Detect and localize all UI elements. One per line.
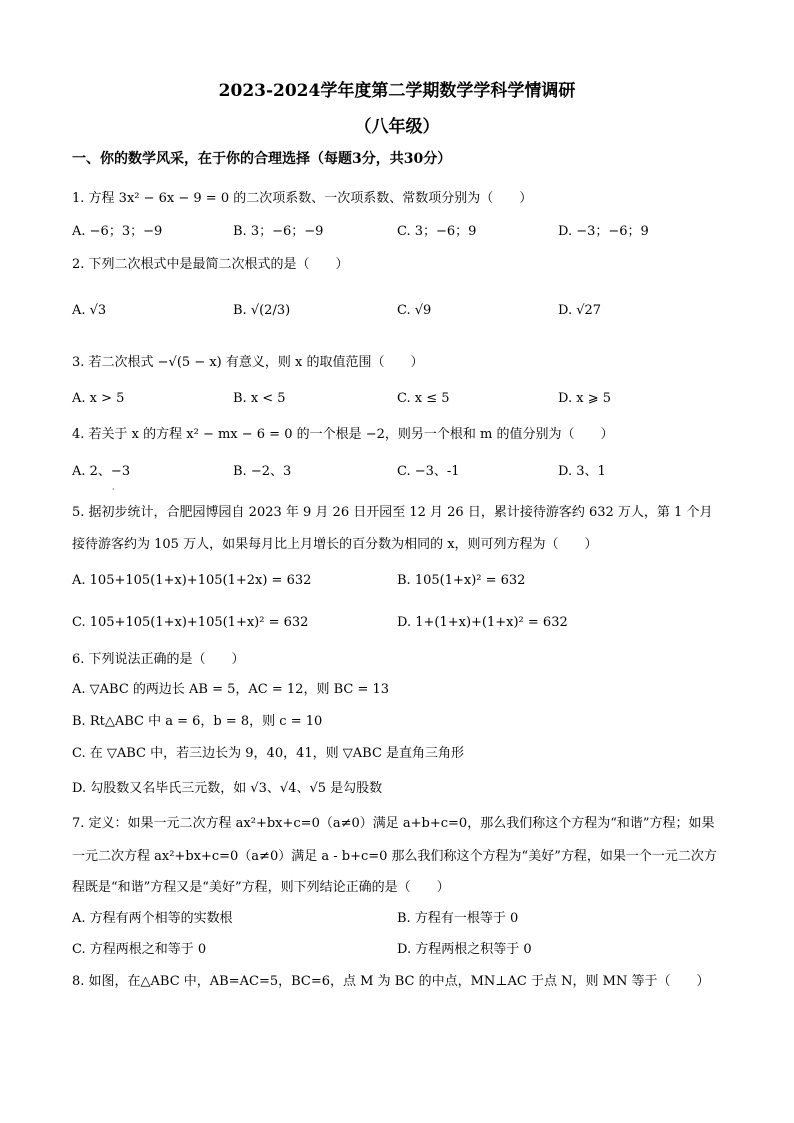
question-5-stem-line-1: 5. 据初步统计，合肥园博园自 2023 年 9 月 26 日开园至 12 月 26 日，累计接待游客约 632 万人，第 1 个月	[72, 505, 713, 520]
question-1-stem: 1. 方程 3x² − 6x − 9 = 0 的二次项系数、一次项系数、常数项分别为（ ）	[72, 191, 533, 206]
question-2-option-c: C. √9	[397, 303, 432, 318]
question-6-option-d: D. 勾股数又名毕氏三元数，如 √3、√4、√5 是勾股数	[72, 781, 383, 796]
question-4-option-b: B. −2、3	[233, 464, 292, 479]
question-3-option-a: A. x > 5	[72, 391, 125, 406]
question-1-option-b: B. 3；−6；−9	[233, 224, 324, 239]
question-3-option-d: D. x ⩾ 5	[558, 391, 611, 406]
question-3-stem: 3. 若二次根式 −√(5 − x) 有意义，则 x 的取值范围（ ）	[72, 355, 424, 370]
exam-title: 2023-2024学年度第二学期数学学科学情调研	[218, 81, 576, 101]
question-4-option-a: A. 2、−3	[72, 464, 131, 479]
question-5-stem-line-2: 接待游客约为 105 万人，如果每月比上月增长的百分数为相同的 x，则可列方程为（ ）	[72, 537, 598, 552]
question-5-option-d: D. 1+(1+x)+(1+x)² = 632	[397, 615, 568, 630]
question-5-option-a: A. 105+105(1+x)+105(1+2x) = 632	[72, 573, 312, 588]
question-7-option-c: C. 方程两根之和等于 0	[72, 942, 207, 957]
question-7-stem-line-2: 一元二次方程 ax²+bx+c=0（a≠0）满足 a - b+c=0 那么我们称这个方程为“美好”方程，如果一个一元二次方	[72, 849, 717, 864]
question-5-option-b: B. 105(1+x)² = 632	[397, 573, 526, 588]
stray-dot: ·	[112, 485, 115, 494]
question-7-stem-line-1: 7. 定义：如果一元二次方程 ax²+bx+c=0（a≠0）满足 a+b+c=0，那么我们称这个方程为“和谐”方程；如果	[72, 816, 715, 831]
question-6-option-c: C. 在 ▽ABC 中，若三边长为 9，40，41，则 ▽ABC 是直角三角形	[72, 746, 465, 761]
question-4-stem: 4. 若关于 x 的方程 x² − mx − 6 = 0 的一个根是 −2，则另一个根和 m 的值分别为（ ）	[72, 427, 614, 442]
question-8-stem: 8. 如图，在△ABC 中，AB=AC=5，BC=6，点 M 为 BC 的中点，MN⊥AC 于点 N，则 MN 等于（ ）	[72, 974, 710, 989]
question-1-option-a: A. −6；3；−9	[72, 224, 163, 239]
question-7-option-a: A. 方程有两个相等的实数根	[72, 911, 233, 926]
section-heading: 一、你的数学风采，在于你的合理选择（每题3分，共30分）	[72, 151, 452, 167]
question-1-option-d: D. −3；−6；9	[558, 224, 649, 239]
question-2-option-b: B. √(2/3)	[233, 303, 291, 318]
exam-subtitle: （八年级）	[354, 117, 440, 137]
question-2-option-d: D. √27	[558, 303, 602, 318]
question-3-option-c: C. x ≤ 5	[397, 391, 450, 406]
question-4-option-c: C. −3、-1	[397, 464, 460, 479]
question-7-option-d: D. 方程两根之积等于 0	[397, 942, 532, 957]
question-2-stem: 2. 下列二次根式中是最简二次根式的是（ ）	[72, 257, 349, 272]
question-5-option-c: C. 105+105(1+x)+105(1+x)² = 632	[72, 615, 309, 630]
question-6-stem: 6. 下列说法正确的是（ ）	[72, 652, 245, 667]
question-2-option-a: A. √3	[72, 303, 107, 318]
question-6-option-b: B. Rt△ABC 中 a = 6，b = 8，则 c = 10	[72, 714, 323, 729]
question-7-stem-line-3: 程既是“和谐”方程又是“美好”方程，则下列结论正确的是（ ）	[72, 880, 450, 895]
question-1-option-c: C. 3；−6；9	[397, 224, 477, 239]
question-7-option-b: B. 方程有一根等于 0	[397, 911, 519, 926]
question-4-option-d: D. 3、1	[558, 464, 606, 479]
question-3-option-b: B. x < 5	[233, 391, 286, 406]
question-6-option-a: A. ▽ABC 的两边长 AB = 5，AC = 12，则 BC = 13	[72, 682, 390, 697]
